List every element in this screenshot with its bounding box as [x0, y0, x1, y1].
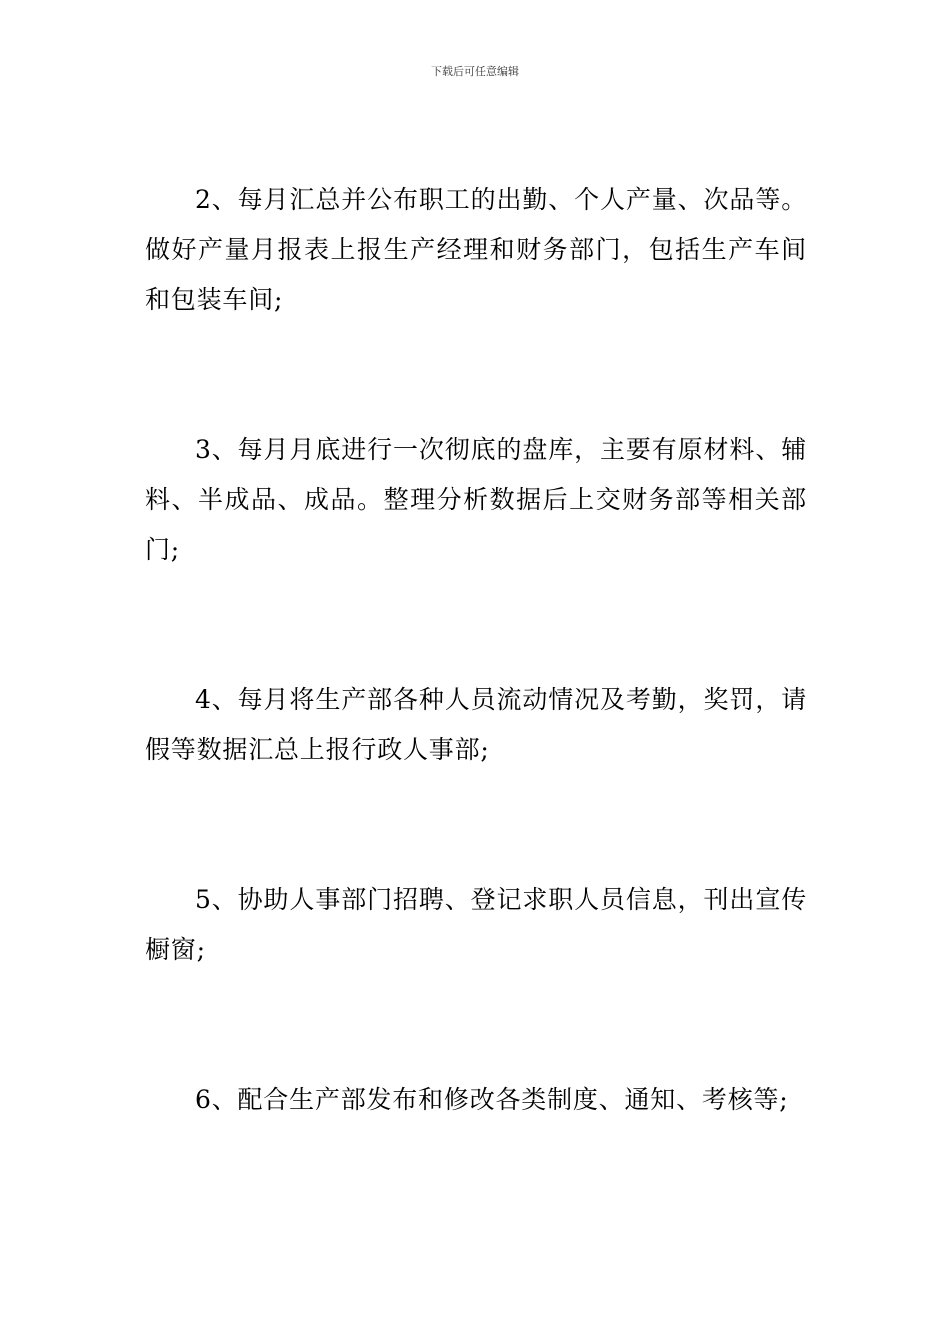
page-header: 下载后可任意编辑	[431, 65, 519, 78]
paragraph-item-2: 2、每月汇总并公布职工的出勤、个人产量、次品等。做好产量月报表上报生产经理和财务部门，包括生产车间和包装车间;	[145, 185, 807, 314]
paragraph-item-5: 5、协助人事部门招聘、登记求职人员信息，刊出宣传橱窗;	[145, 885, 807, 964]
paragraph-item-3: 3、每月月底进行一次彻底的盘库，主要有原材料、辅料、半成品、成品。整理分析数据后上交财务部等相关部门;	[145, 435, 807, 564]
paragraph-item-4: 4、每月将生产部各种人员流动情况及考勤，奖罚，请假等数据汇总上报行政人事部;	[145, 685, 807, 764]
paragraph-item-6: 6、配合生产部发布和修改各类制度、通知、考核等;	[195, 1085, 789, 1114]
